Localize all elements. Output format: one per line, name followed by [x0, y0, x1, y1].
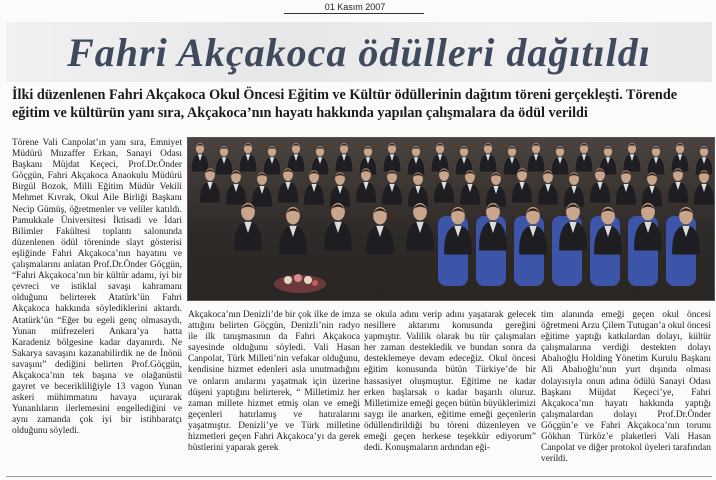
audience-member	[624, 143, 641, 172]
seated-guest	[324, 203, 352, 251]
column-text: Törene Vali Canpolat’ın yanı sıra, Emniyet Müdürü Muzaffer Erkan, Sanayi Odası Başkanı Müjdat Keçeci, Prof.Dr.Önder Göçgün, Fahri Akçakoca Anaokulu Müdürü Birgül Bozok, Milli Eğitim Müdür Vekili Mehmet Kıvrak, Okul Aile Birliği Başkanı Necip Gümüş, öğretmenler ve veliler katıldı. Pamukkale Üniversitesi İktisadi ve İdari Bilimler Fakültesi toplantı salonunda düzenlenen ödül töreninde slayt gösterisi eşliğinde Fahri Akçakoca’nın hayatını ve çalışmalarını anlatan Prof.Dr.Önder Göçgün, “Fahri Akçakoca’nın bir kültür adamı, iyi bir çevreci ve istiklal savaşı kahramanı olduğunu belirterek Atatürk’ün Fahri Akçakoca hakkında söylediklerini aktardı. Atatürk’ün “Eğer bu egeli genç olmasaydı, Yunan müfrezeleri Ankara’ya hatta Karadeniz bölgesine kadar dayanırdı. Ne Sakarya savaşını kazanabilirdik ne de İnönü savaşını” dediğini belirten Prof.Göçgün, Akçakoca’nın tek başına ve olağanüstü gayret ve becerikliliğiyle 13 vagon Yunan askeri mühimmatını havaya uçurarak Yunanlıların ilerlemesini engellediğini ve aynı zamanda çok iyi bir istihbaratçı olduğunu söyledi.	[12, 138, 182, 437]
deck-subheadline: İlki düzenlenen Fahri Akçakoca Okul Öncesi Eğitim ve Kültür ödüllerinin dağıtım töreni gerçekleşti. Törende eğitim ve kültürün yanı sıra, Akçakoca’nın hayatı hakkında yapılan çalışmalara da ödül verildi	[12, 87, 678, 121]
audience-member	[538, 170, 558, 204]
back-row-audience	[192, 143, 714, 207]
audience-member	[408, 172, 428, 206]
audience-member	[456, 146, 473, 175]
article-column-bottom-2	[364, 310, 536, 454]
audience-member	[264, 146, 281, 175]
audience-member	[616, 170, 636, 204]
audience-member	[192, 143, 209, 172]
audience-member	[694, 170, 714, 204]
headline: Fahri Akçakoca ödülleri dağıtıldı	[67, 29, 651, 75]
audience-member	[304, 170, 324, 204]
article-column-bottom-1	[188, 310, 360, 454]
audience-member	[252, 172, 272, 206]
audience-member	[330, 172, 350, 206]
audience-member	[288, 143, 305, 172]
audience-member	[576, 143, 593, 172]
flower-arrangement	[274, 274, 326, 293]
audience-member	[336, 143, 353, 172]
audience-member	[382, 170, 402, 204]
audience-member	[480, 143, 497, 172]
dateline-rule	[284, 13, 424, 14]
audience-member	[672, 143, 689, 172]
seated-guest	[406, 203, 434, 251]
audience-member	[648, 146, 665, 175]
audience-member	[312, 146, 329, 175]
audience-member	[668, 168, 688, 202]
seated-guest	[279, 207, 307, 255]
audience-member	[504, 146, 521, 175]
audience-member	[552, 146, 569, 175]
dateline: 01 Kasım 2007	[324, 2, 386, 12]
audience-member	[216, 146, 233, 175]
audience-member	[384, 143, 401, 172]
audience-member	[696, 146, 713, 175]
audience-member	[432, 143, 449, 172]
seated-guest	[366, 207, 394, 255]
seated-guest	[234, 203, 262, 251]
article-column-bottom-3	[541, 310, 711, 465]
clipping-bottom-rule	[6, 476, 712, 477]
headline-band	[6, 22, 712, 82]
audience-member	[564, 172, 584, 206]
audience-illustration	[188, 138, 714, 300]
column-text: Akçakoca’nın Denizli’de bir çok ilke de imza attığını belirten Göçgün, Denizli’nin radyo ile ilk tanışmasının da Fahri Akçakoca sayesinde olduğunu söyledi. Vali Hasan Canpolat, Türk Milleti’nin vefakar olduğunu, kendisine hizmet edenleri asla unutmadığını ve onların anılarını yaşatmak için üzerine düşeni yaptığını belirterek, “ Milletimiz her zaman millete hizmet etmiş olan ve emeği geçenleri hatırlamış ve hatıralarını yaşatmıştır. Denizli’ye ve Türk milletine hizmetleri geçen Fahri Akçakoca’yı da gerek büstlerini yaparak gerek	[188, 310, 360, 454]
audience-member	[434, 168, 454, 202]
audience-member	[278, 168, 298, 202]
audience-member	[240, 143, 257, 172]
ceremony-photo	[187, 137, 715, 301]
audience-member	[408, 146, 425, 175]
column-text: se okula adını verip adını yaşatarak gelecek nesillere aktarımı konusunda gereğini yapmıştır. Valilik olarak bu tür çalışmaları her zaman destekledik ve bundan sonra da desteklemeye devam edeceğiz. Okul öncesi eğitim konusunda bütün Türkiye’de bir hassasiyet oluşmuştur. Eğitime ne kadar erken başlarsak o kadar başarılı oluruz. Milletimize emeği geçen bütün büyüklerimizi saygı ile anarken, eğitime emeği geçenlerin ödüllendirildiği bu töreni düzenleyen ve emeği geçen herkese teşekkür ediyorum” dedi. Konuşmaların ardından eği-	[364, 310, 536, 454]
column-text: tim alanında emeği geçen okul öncesi öğretmeni Arzu Çilem Tutugan’a okul öncesi eğitime yaptığı katkılardan dolayı, kültür çalışmalarına verdiği destekten dolayı Abalıoğlu Holding Yönetim Kurulu Başkanı Ali Abalıoğlu’nun yurt dışında olması dolayısıyla onun adına ödülü Sanayi Odası Başkanı Müjdat Keçeci’ye, Fahri Akçakoca’nın hayatı hakkında yaptığı çalışmalardan dolayı Prof.Dr.Önder Göçgün’e ve Fahri Akçakoca’nın torunu Gökhan Türköz’e plaketleri Vali Hasan Canpolat ve diğer protokol üyeleri tarafından verildi.	[541, 310, 711, 465]
audience-member	[486, 172, 506, 206]
audience-member	[460, 170, 480, 204]
audience-member	[528, 143, 545, 172]
audience-member	[226, 170, 246, 204]
article-column-left	[12, 138, 182, 438]
audience-member	[642, 172, 662, 206]
